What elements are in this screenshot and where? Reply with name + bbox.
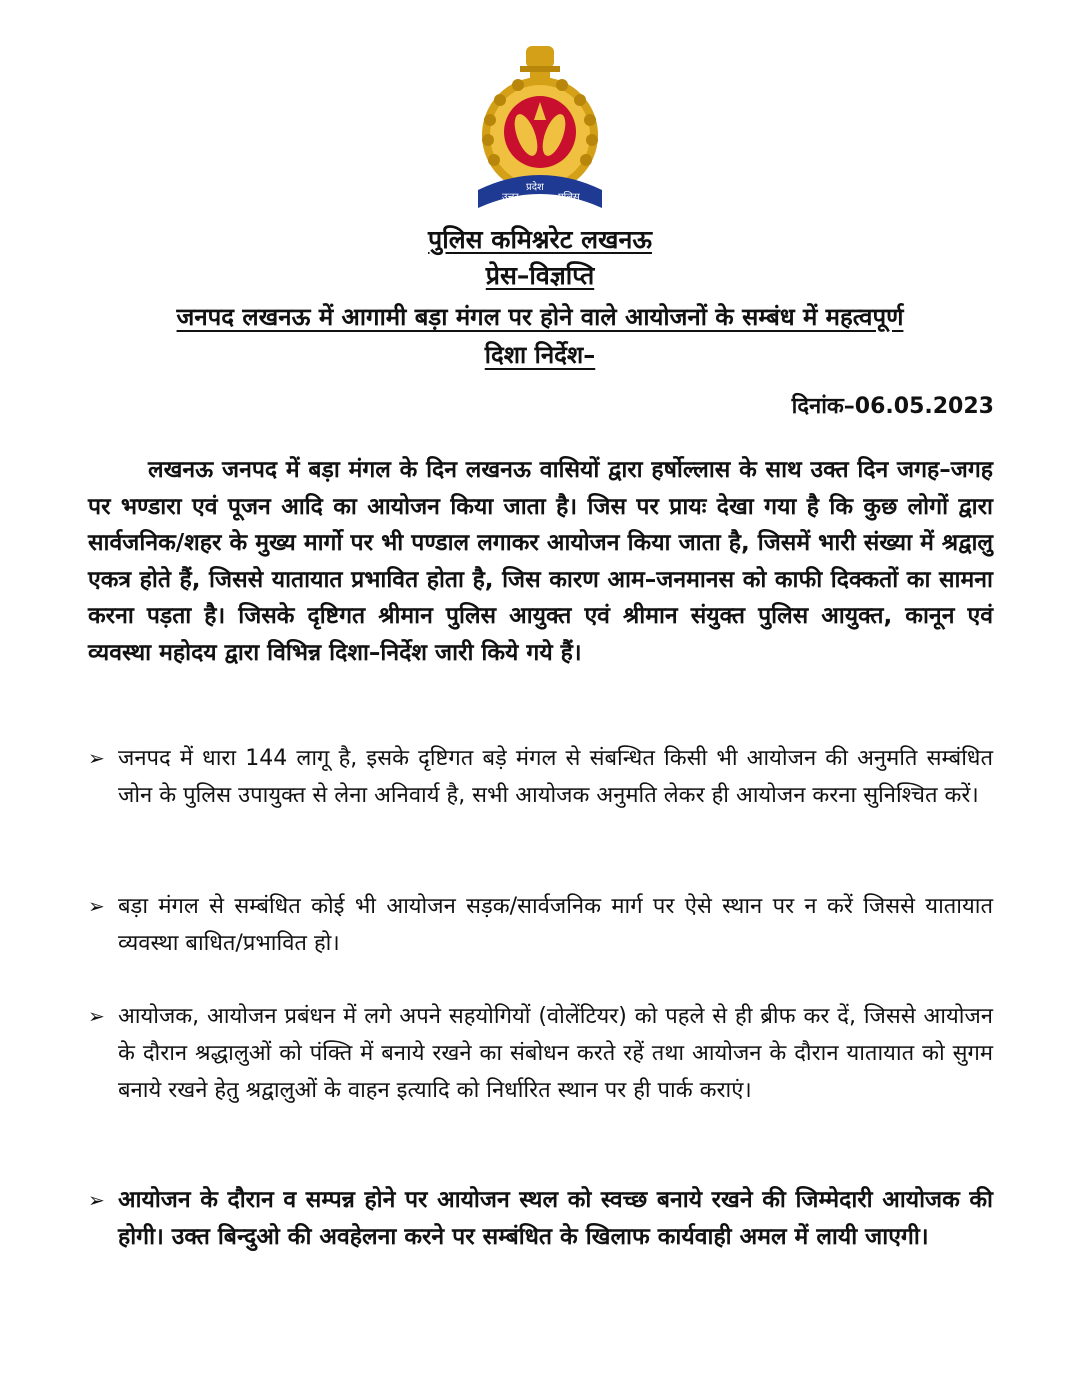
emblem-text-right: पुलिस — [558, 192, 580, 203]
list-item-text: आयोजन के दौरान व सम्पन्न होने पर आयोजन स्थल को स्वच्छ बनाये रखने की जिम्मेदारी आयोजक की होगी। उक्त बिन्दुओ की अवहेलना करने पर सम्बंधित के खिलाफ कार्यवाही अमल में लायी जाएगी। — [118, 1187, 993, 1250]
subject-line-2: दिशा निर्देश– — [484, 341, 596, 369]
document-date: दिनांक–06.05.2023 — [791, 394, 994, 419]
arrow-bullet-icon: ➢ — [88, 894, 105, 918]
arrow-bullet-icon: ➢ — [88, 746, 105, 770]
arrow-bullet-icon: ➢ — [88, 1188, 105, 1212]
list-item — [88, 888, 993, 962]
document-type-text: प्रेस–विज्ञप्ति — [485, 261, 595, 290]
list-item-text: बड़ा मंगल से सम्बंधित कोई भी आयोजन सड़क/सार्वजनिक मार्ग पर ऐसे स्थान पर न करें जिससे यातायात व्यवस्था बाधित/प्रभावित हो। — [118, 894, 993, 956]
emblem-text-mid: प्रदेश — [526, 182, 544, 193]
list-item — [88, 740, 993, 814]
emblem-text-left: उत्तर — [502, 192, 519, 203]
list-item-text: आयोजक, आयोजन प्रबंधन में लगे अपने सहयोगियों (वोलेंटियर) को पहले से ही ब्रीफ कर दें, जिससे आयोजन के दौरान श्रद्धालुओं को पंक्ति में बनाये रखने का संबोधन करते रहें तथा आयोजन के दौरान यातायात को सुगम बनाये रखने हेतु श्रद्वालुओं के वाहन इत्यादि को निर्धारित स्थान पर ही पार्क कराएं। — [118, 1004, 993, 1103]
list-item — [88, 1182, 993, 1256]
subject-line-1: जनपद लखनऊ में आगामी बड़ा मंगल पर होने वाले आयोजनों के सम्बंध में महत्वपूर्ण — [176, 303, 904, 331]
up-police-emblem-icon — [460, 40, 620, 220]
list-item — [88, 998, 993, 1109]
organization-text: पुलिस कमिश्नरेट लखनऊ — [428, 225, 652, 254]
lion-capital-icon — [520, 46, 560, 78]
subject-heading — [110, 298, 970, 374]
intro-paragraph: लखनऊ जनपद में बड़ा मंगल के दिन लखनऊ वासियों द्वारा हर्षोल्लास के साथ उक्त दिन जगह–जगह पर भण्डारा एवं पूजन आदि का आयोजन किया जाता है। जिस पर प्रायः देखा गया है कि कुछ लोगों द्वारा सार्वजनिक/शहर के मुख्य मार्गो पर भी पण्डाल लगाकर आयोजन किया जाता है, जिसमें भारी संख्या में श्रद्वालु एकत्र होते हैं, जिससे यातायात प्रभावित होता है, जिस कारण आम–जनमानस को काफी दिक्कतों का सामना करना पड़ता है। जिसके दृष्टिगत श्रीमान पुलिस आयुक्त एवं श्रीमान संयुक्त पुलिस आयुक्त, कानून एवं व्यवस्था महोदय द्वारा विभिन्न दिशा–निर्देश जारी किये गये हैं। — [88, 457, 994, 666]
list-item-text: जनपद में धारा 144 लागू है, इसके दृष्टिगत बड़े मंगल से संबन्धित किसी भी आयोजन की अनुमति सम्बंधित जोन के पुलिस उपायुक्त से लेना अनिवार्य है, सभी आयोजक अनुमति लेकर ही आयोजन करना सुनिश्चित करें। — [118, 746, 993, 808]
organization-title — [0, 222, 1080, 256]
arrow-bullet-icon: ➢ — [88, 1004, 105, 1028]
document-type — [0, 258, 1080, 292]
